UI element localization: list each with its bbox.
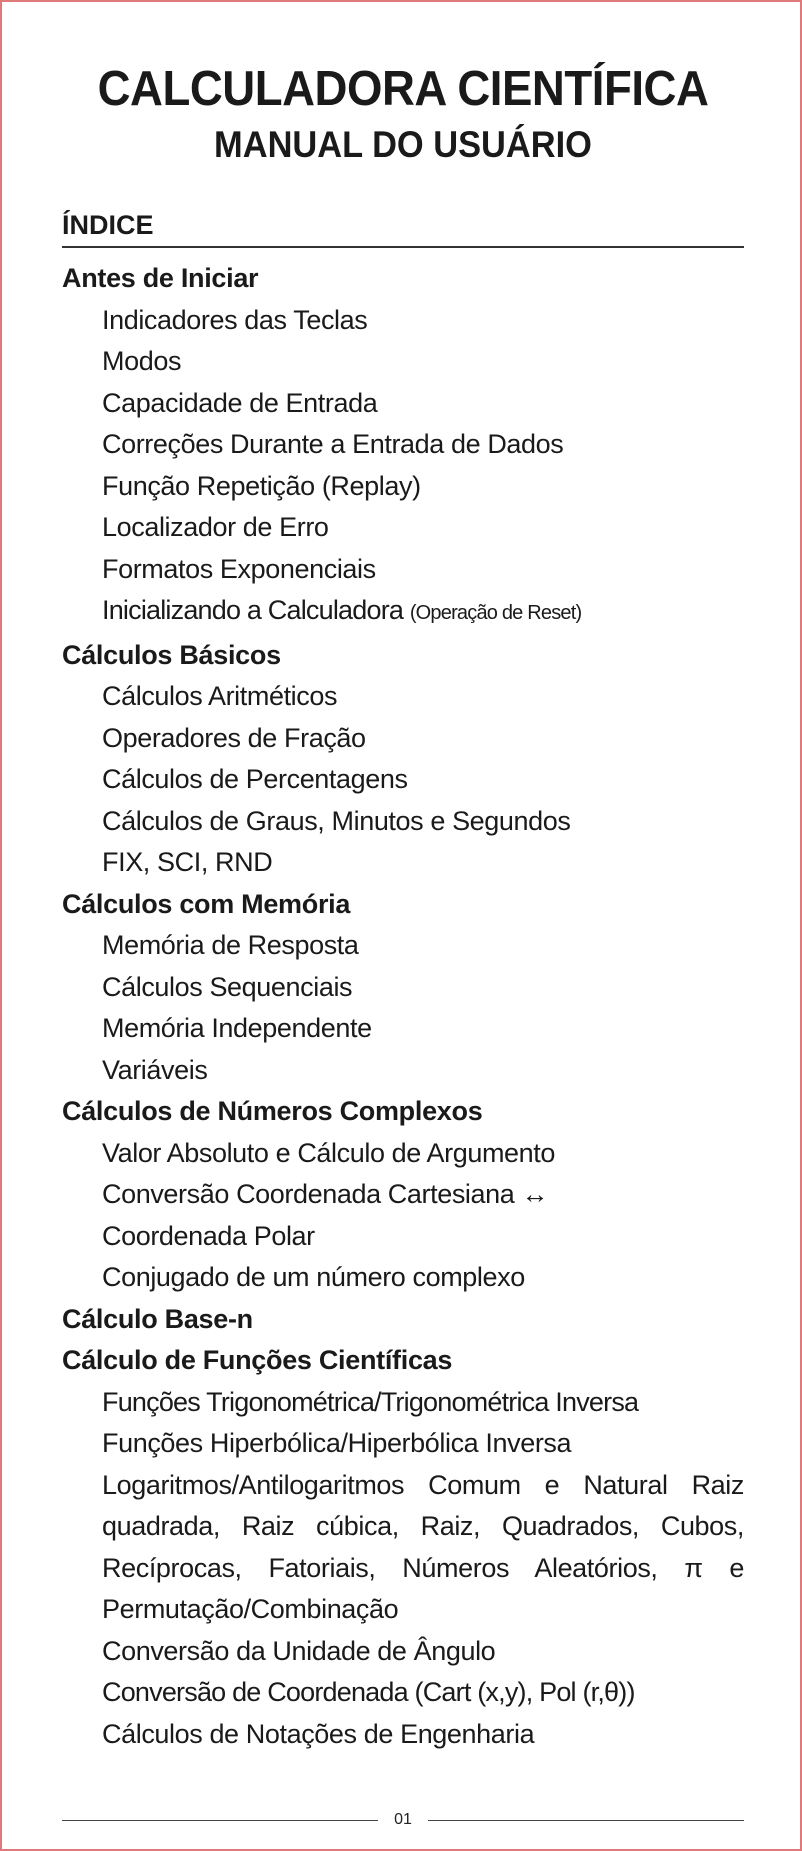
document-title: CALCULADORA CIENTÍFICA [97,62,709,116]
toc-section-numeros-complexos: Cálculos de Números Complexos [62,1096,483,1126]
toc-item: Localizador de Erro [102,512,329,542]
toc-item: Valor Absoluto e Cálculo de Argumento [102,1137,555,1168]
toc-section-funcoes-cientificas: Cálculo de Funções Científicas [62,1345,453,1375]
footer-rule-right [428,1820,744,1821]
toc-item: Conversão de Coordenada (Cart (x,y), Pol (r,θ)) [102,1677,635,1707]
toc-item: Capacidade de Entrada [102,387,378,418]
toc-item: Função Repetição (Replay) [102,470,421,501]
toc-section-calculo-base-n: Cálculo Base-n [62,1303,253,1334]
toc-item: Funções Trigonométrica/Trigonométrica Inversa [102,1386,639,1417]
toc-section-calculos-com-memoria: Cálculos com Memória [62,888,351,919]
toc-item: Conversão Coordenada Cartesiana ↔ [102,1179,549,1209]
document-subtitle: MANUAL DO USUÁRIO [214,124,592,165]
index-heading: ÍNDICE [62,208,744,248]
toc-item: Variáveis [102,1054,208,1085]
manual-page [62,58,744,1755]
toc-item: Correções Durante a Entrada de Dados [102,429,564,459]
toc-item: Indicadores das Teclas [102,304,368,335]
footer-rule-left [62,1820,378,1821]
toc-item: Modos [102,346,182,376]
toc-item: Conversão da Unidade de Ângulo [102,1635,496,1666]
toc-item-inicializando [62,590,744,635]
toc-item: Operadores de Fração [102,722,366,753]
toc-item: FIX, SCI, RND [102,847,273,877]
toc-item: Formatos Exponenciais [102,553,376,584]
page-number: 01 [394,1811,412,1828]
page-footer [62,1808,744,1832]
toc-item: Memória Independente [102,1013,372,1043]
toc-item: Cálculos Aritméticos [102,681,338,711]
toc-item: Coordenada Polar [102,1220,315,1251]
toc-item: Cálculos Sequenciais [102,971,353,1002]
toc-item: Cálculos de Percentagens [102,764,408,794]
toc-section-calculos-basicos: Cálculos Básicos [62,639,281,670]
toc-item: Conjugado de um número complexo [102,1262,525,1292]
table-of-contents [62,258,744,1755]
toc-section-antes-de-iniciar: Antes de Iniciar [62,263,259,293]
toc-item-multiline: Logaritmos/Antilogaritmos Comum e Natural Raiz quadrada, Raiz cúbica, Raiz, Quadrados, Cubos, Recíprocas, Fatoriais, Números Aleatórios, π e Permutação/Combinação [102,1469,744,1624]
toc-item: Cálculos de Graus, Minutos e Segundos [102,805,571,836]
toc-item-note: (Operação de Reset) [409,602,582,624]
toc-item: Memória de Resposta [102,930,359,960]
toc-item: Cálculos de Notações de Engenharia [102,1718,535,1749]
toc-item-main: Inicializando a Calculadora [102,595,404,625]
toc-item: Funções Hiperbólica/Hiperbólica Inversa [102,1428,572,1458]
